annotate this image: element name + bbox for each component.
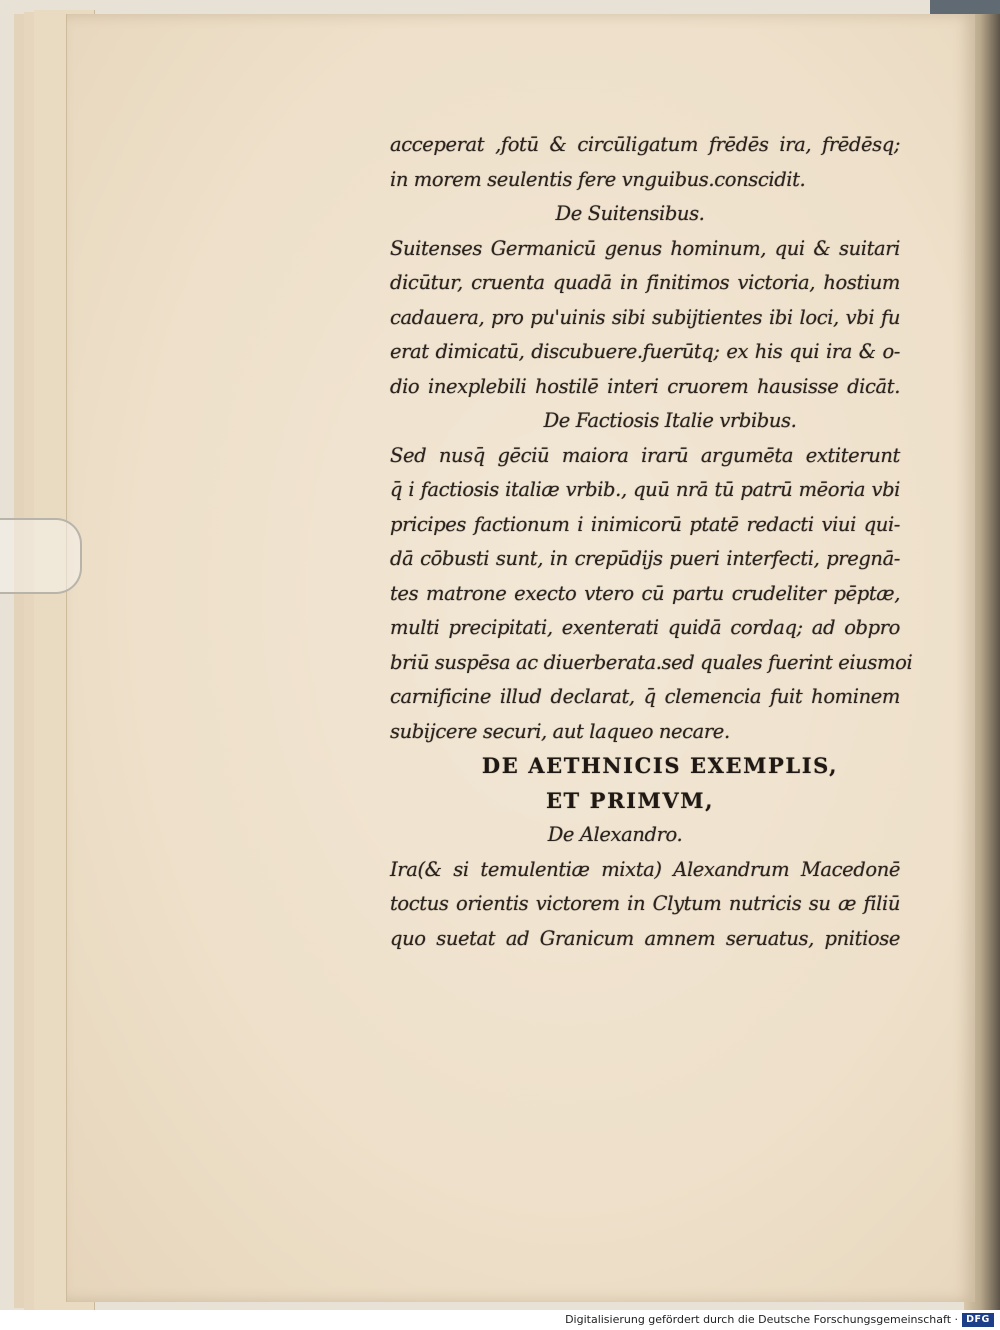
text-line: quo suetat ad Granicum amnem seruatus, pnitiose — [390, 926, 900, 950]
text-line: Sed nusq̄ gēciū maiora irarū argumēta extiterunt — [390, 443, 900, 467]
section-heading: De Factiosis Italie vrbibus. — [543, 409, 797, 432]
text-line: cadauera, pro pu'uinis sibi subijtientes ibi loci, vbi fu — [390, 305, 900, 329]
text-line: dio inexplebili hostilē interi cruorem hausisse dicāt. — [390, 374, 900, 398]
text-line: q̄ i factiosis italiæ vrbib., quū nrā tū patrū mēoria vbi — [390, 478, 900, 501]
text-line: carnificine illud declarat, q̄ clemencia fuit hominem — [390, 685, 900, 708]
text-line: dicūtur, cruenta quadā in finitimos victoria, hostium — [390, 271, 900, 294]
funding-notice: Digitalisierung gefördert durch die Deutsche Forschungsgemeinschaft · — [565, 1313, 958, 1326]
page-clip — [0, 518, 82, 594]
text-line: dā cōbusti sunt, in crepūdijs pueri interfecti, pregnā- — [390, 547, 900, 570]
text-line: Ira(& si temulentiæ mixta) Alexandrum Macedonē — [390, 857, 900, 881]
text-line: acceperat ,fotū & circūligatum frēdēs ira, frēdēsq; — [390, 133, 900, 156]
chapter-heading: DE AETHNICIS EXEMPLIS, — [481, 753, 839, 778]
text-line: subijcere securi, aut laqueo necare. — [390, 719, 730, 743]
binding-corner — [930, 0, 1000, 14]
text-line: briū suspēsa ac diuerberata.sed quales fuerint eiusmoi — [390, 650, 913, 674]
text-line: erat dimicatū, discubuere.fuerūtq; ex his qui ira & o- — [390, 340, 900, 363]
text-line: toctus orientis victorem in Clytum nutricis su æ filiū — [390, 892, 900, 915]
section-heading: De Suitensibus. — [555, 202, 705, 225]
text-block — [390, 128, 913, 956]
chapter-heading: ET PRIMVM, — [545, 787, 715, 813]
text-line: Suitenses Germanicū genus hominum, qui & suitari — [390, 236, 900, 260]
dfg-logo: DFG — [962, 1313, 994, 1327]
text-line: in morem seulentis fere vnguibus.conscidit. — [390, 167, 806, 191]
section-heading: De Alexandro. — [547, 823, 683, 846]
text-line: tes matrone execto vtero cū partu crudeliter pēptæ, — [390, 581, 900, 605]
text-line: multi precipitati, exenterati quidā cordaq; ad obpro — [390, 616, 900, 639]
text-line: pricipes factionum i inimicorū ptatē redacti viui qui- — [390, 512, 900, 536]
footer-bar — [0, 1310, 1000, 1330]
